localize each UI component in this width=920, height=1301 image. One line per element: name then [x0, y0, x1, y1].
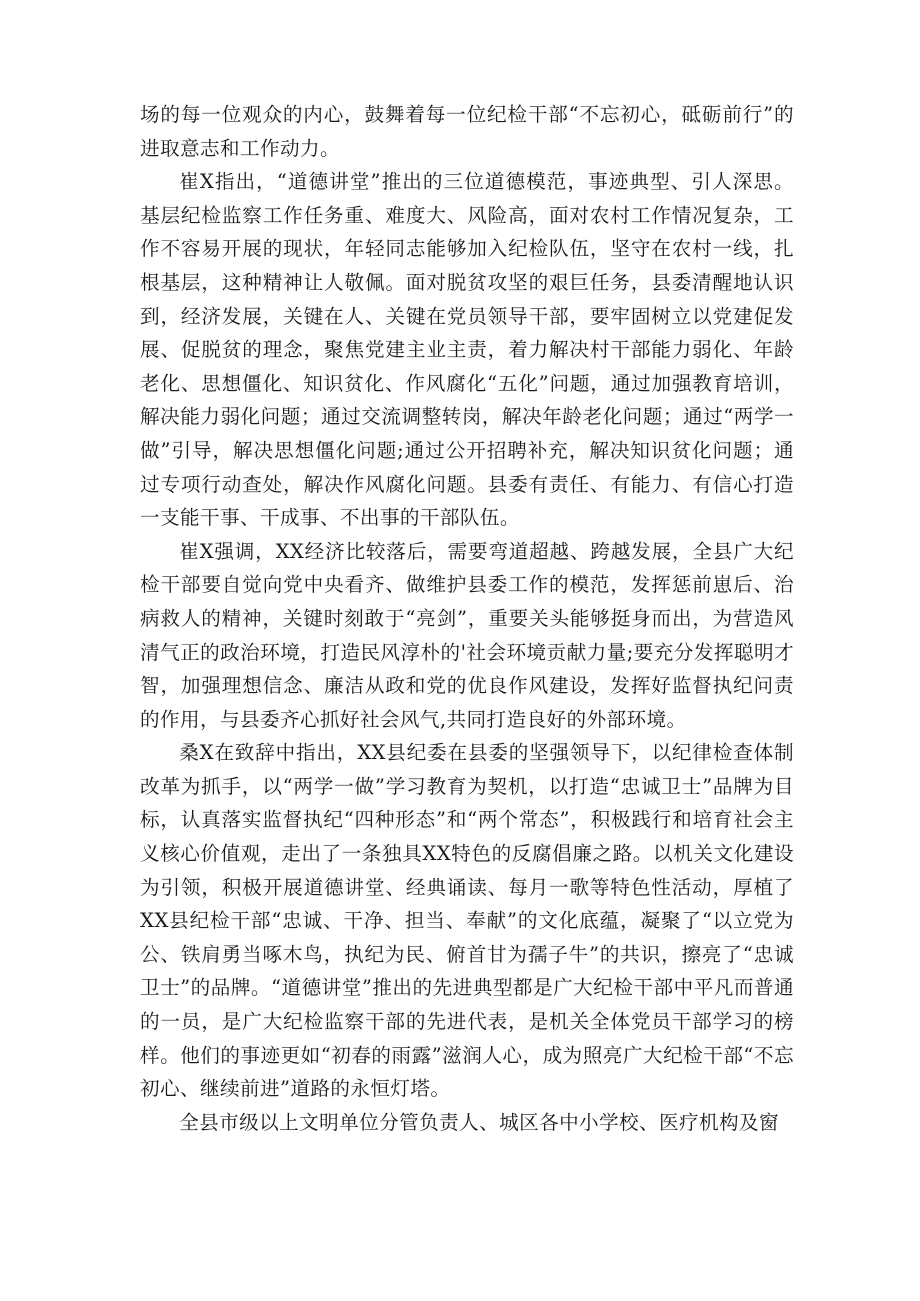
paragraph-attendees: 全县市级以上文明单位分管负责人、城区各中小学校、医疗机构及窗: [179, 1110, 779, 1134]
paragraph-cui-remarks: 崔X指出，“道德讲堂”推出的三位道德模范，事迹典型、引人深思。基层纪检监察工作任务重、难度大、风险高，面对农村工作情况复杂，工作不容易开展的现状，年轻同志能够加入纪检队伍，坚守在农村一线，扎根基层，这种精神让人敬佩。面对脱贫攻坚的艰巨任务，县委清醒地认识到，经济发展，关键在人、关键在党员领导干部，要牢固树立以党建促发展、促脱贫的理念，聚焦党建主业主责，着力解决村干部能力弱化、年龄老化、思想僵化、知识贫化、作风腐化“五化”问题，通过加强教育培训，解决能力弱化问题；通过交流调整转岗，解决年龄老化问题；通过“两学一做”引导，解决思想僵化问题;通过公开招聘补充，解决知识贫化问题；通过专项行动查处，解决作风腐化问题。县委有责任、有能力、有信心打造一支能干事、干成事、不出事的干部队伍。: [140, 170, 794, 530]
paragraph-sang-speech: 桑X在致辞中指出，XX县纪委在县委的坚强领导下，以纪律检查体制改革为抓手，以“两学一做”学习教育为契机，以打造“忠诚卫士”品牌为目标，认真落实监督执纪“四种形态”和“两个常态”，积极践行和培育社会主义核心价值观，走出了一条独具XX特色的反腐倡廉之路。以机关文化建设为引领，积极开展道德讲堂、经典诵读、每月一歌等特色性活动，厚植了XX县纪检干部“忠诚、干净、担当、奉献”的文化底蕴，凝聚了“以立党为公、铁肩勇当啄木鸟，执纪为民、俯首甘为孺子牛”的共识，擦亮了“忠诚卫士”的品牌。“道德讲堂”推出的先进典型都是广大纪检干部中平凡而普通的一员，是广大纪检监察干部的先进代表，是机关全体党员干部学习的榜样。他们的事迹更如“初春的雨露”滋润人心，成为照亮广大纪检干部“不忘初心、继续前进”道路的永恒灯塔。: [140, 741, 794, 1101]
paragraph-continuation: 场的每一位观众的内心，鼓舞着每一位纪检干部“不忘初心，砥砺前行”的进取意志和工作动力。: [140, 103, 794, 160]
body-text: [140, 98, 794, 1139]
paragraph-cui-emphasis: 崔X强调，XX经济比较落后，需要弯道超越、跨越发展，全县广大纪检干部要自觉向党中央看齐、做维护县委工作的模范，发挥惩前崽后、治病救人的精神，关键时刻敢于“亮剑”，重要关头能够挺身而出，为营造风清气正的政治环境，打造民风淳朴的'社会环境贡献力量;要充分发挥聪明才智，加强理想信念、廉洁从政和党的优良作风建设，发挥好监督执纪问责的作用，与县委齐心抓好社会风气,共同打造良好的外部环境。: [140, 539, 794, 731]
